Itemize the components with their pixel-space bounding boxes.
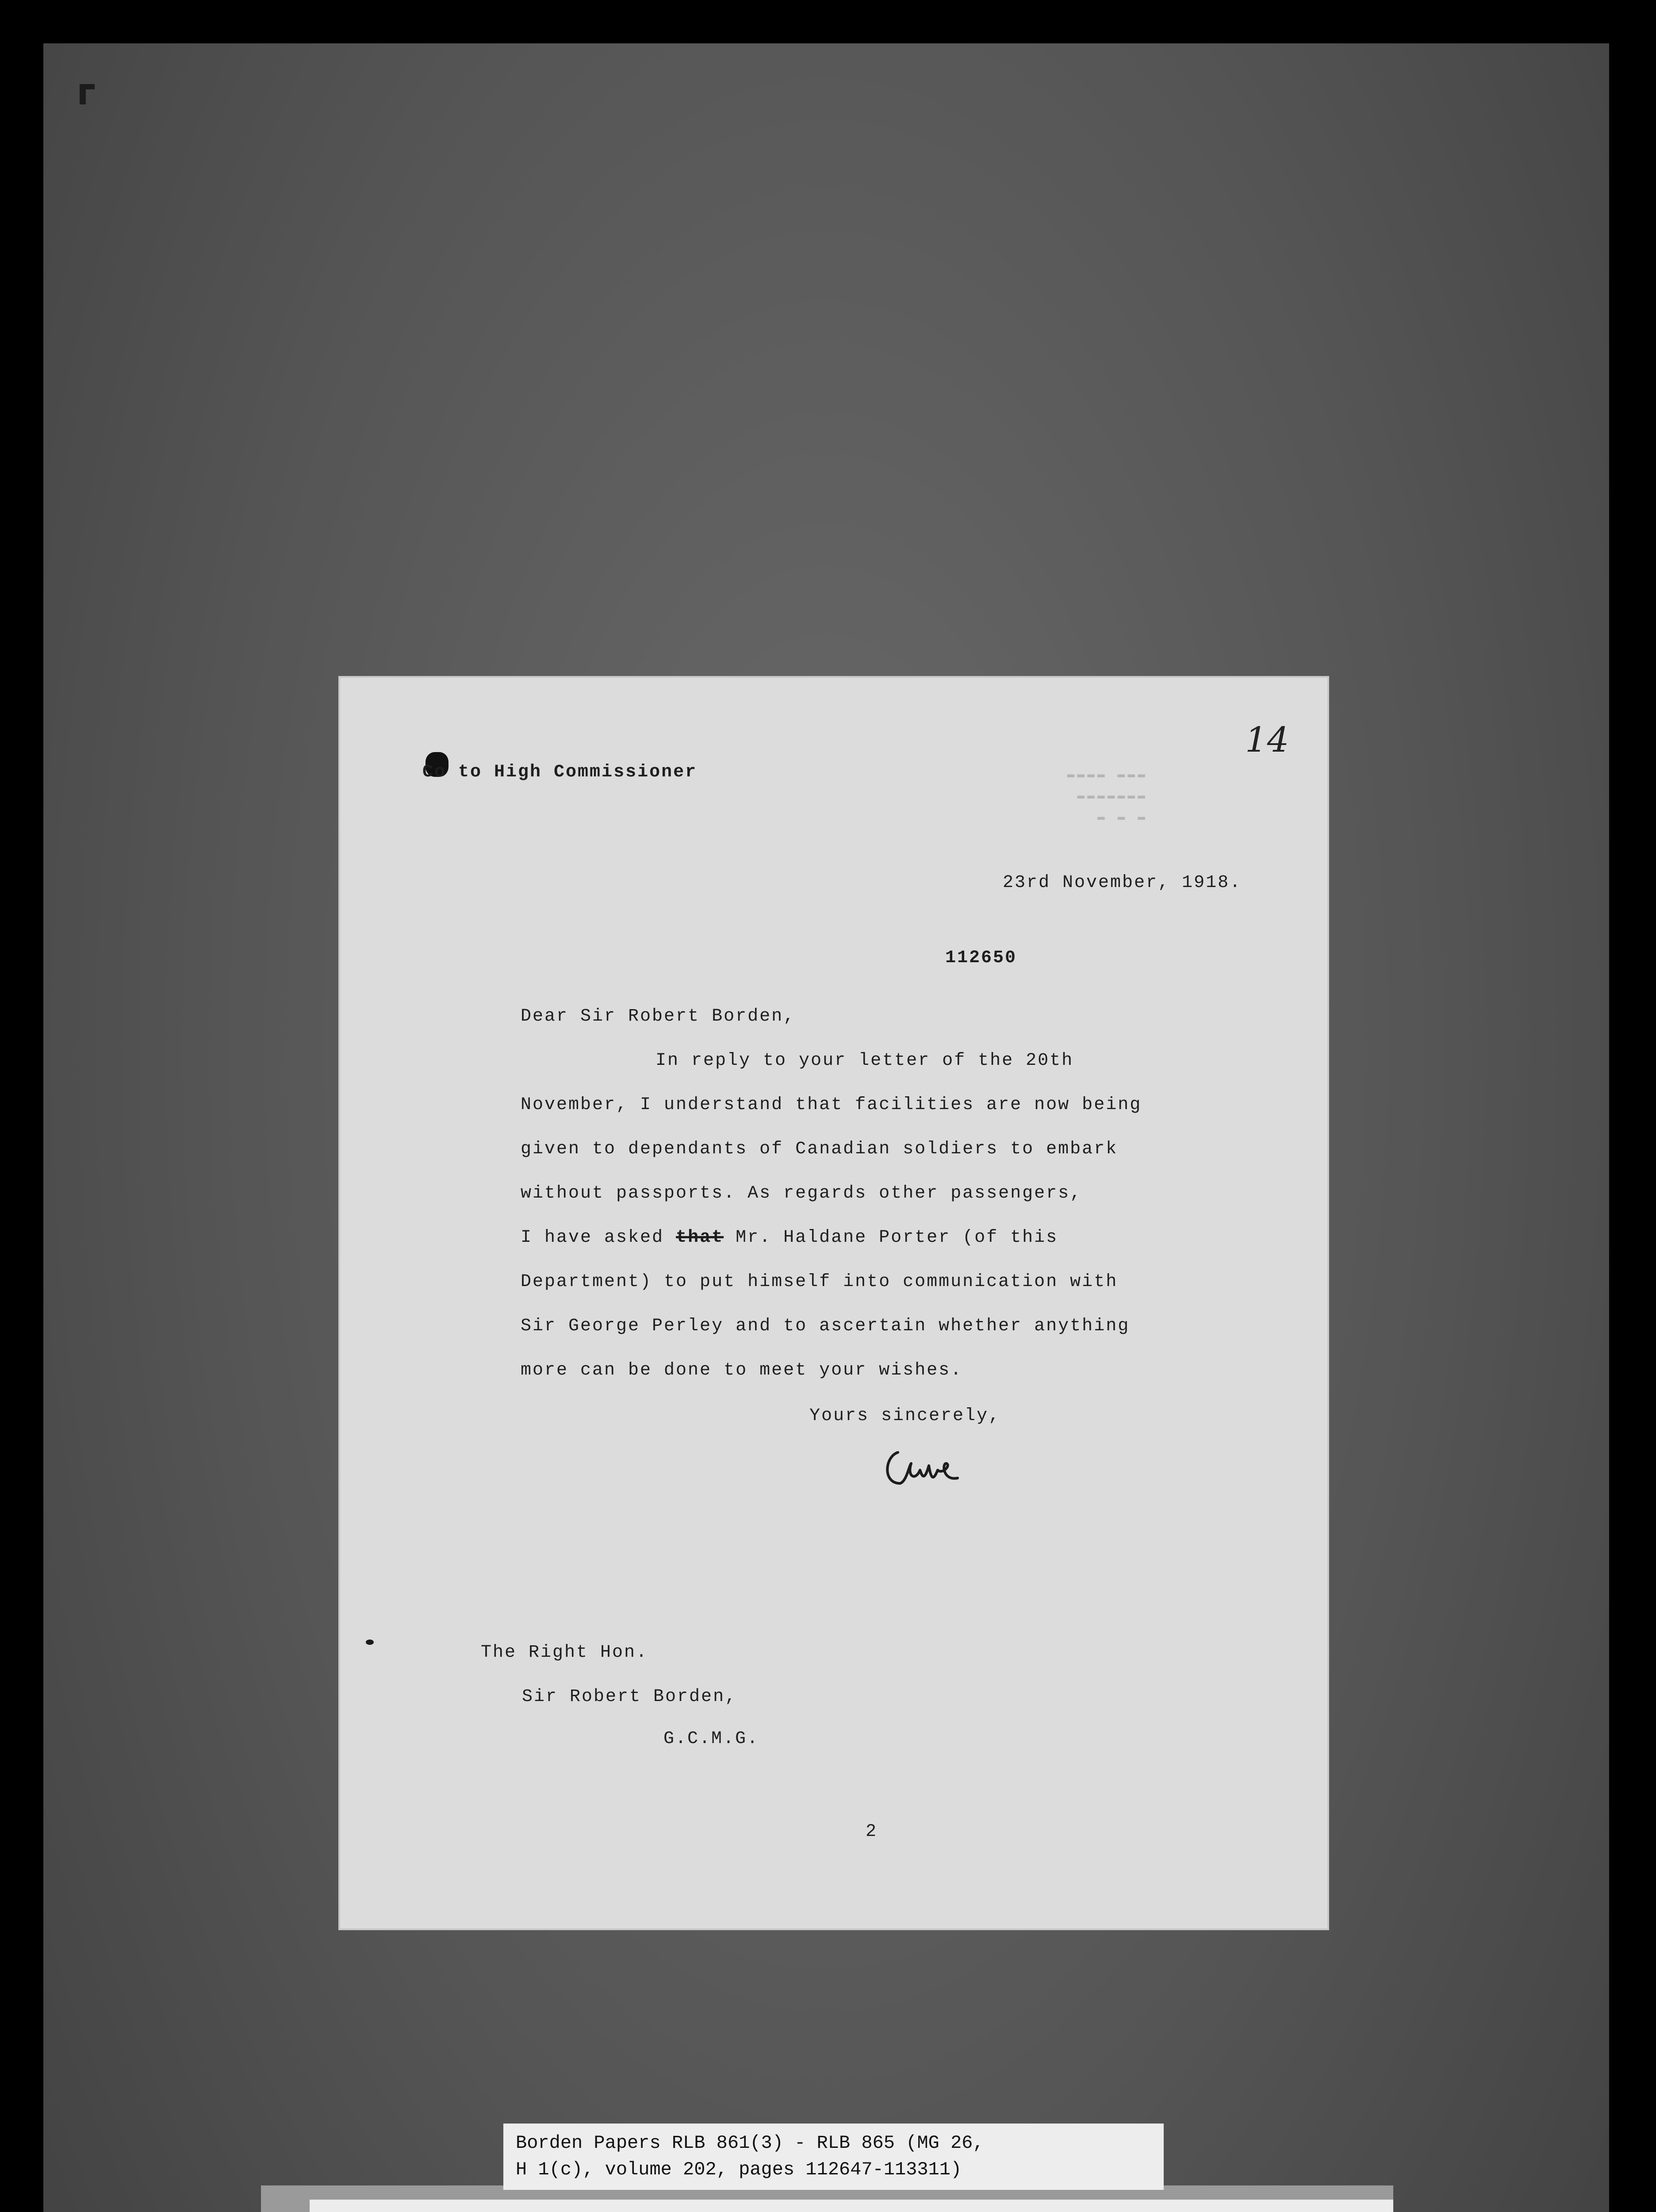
body-line-with-strikeout [521,1216,1295,1260]
ink-dot [366,1640,374,1645]
reference-number: 112650 [945,948,1017,968]
body-line: In reply to your letter of the 20th [656,1051,1074,1071]
catalogue-line: Borden Papers RLB 861(3) - RLB 865 (MG 26, [516,2132,984,2154]
struck-word: that [676,1228,724,1248]
catalogue-line: H 1(c), volume 202, pages 112647-113311) [516,2159,962,2180]
catalogue-label [503,2124,1164,2190]
copy-note: Co to High Commissioner [422,762,698,782]
pencil-mark: 2 [866,1822,878,1842]
addressee-line: The Right Hon. [481,1643,648,1663]
folio-number: 14 [1245,720,1289,760]
body-line: Sir George Perley and to ascertain whether anything [521,1316,1130,1336]
body-line: given to dependants of Canadian soldiers to embark [521,1139,1118,1159]
letter-date: 23rd November, 1918. [1003,873,1242,893]
frame-corner-mark [80,84,86,104]
body-line: November, I understand that facilities are now being [521,1095,1142,1115]
body-text: Mr. Haldane Porter (of this [724,1228,1058,1248]
letter-body [521,1039,1295,1393]
body-line: more can be done to meet your wishes. [521,1360,963,1380]
handwritten-signature [880,1439,986,1492]
faint-letterhead: ▬▬▬▬ ▬▬▬ ▬▬▬▬▬▬▬ ▬ ▬ ▬ [1067,768,1148,824]
archives-card [310,2200,1393,2212]
addressee-line: G.C.M.G. [663,1729,759,1749]
closing: Yours sincerely, [809,1406,1001,1426]
body-line: Department) to put himself into communication with [521,1272,1118,1292]
body-text: I have asked [521,1228,676,1248]
salutation: Dear Sir Robert Borden, [521,1006,796,1026]
addressee-line: Sir Robert Borden, [522,1687,737,1707]
letter-sheet [338,676,1329,1930]
body-line: without passports. As regards other passengers, [521,1183,1082,1203]
